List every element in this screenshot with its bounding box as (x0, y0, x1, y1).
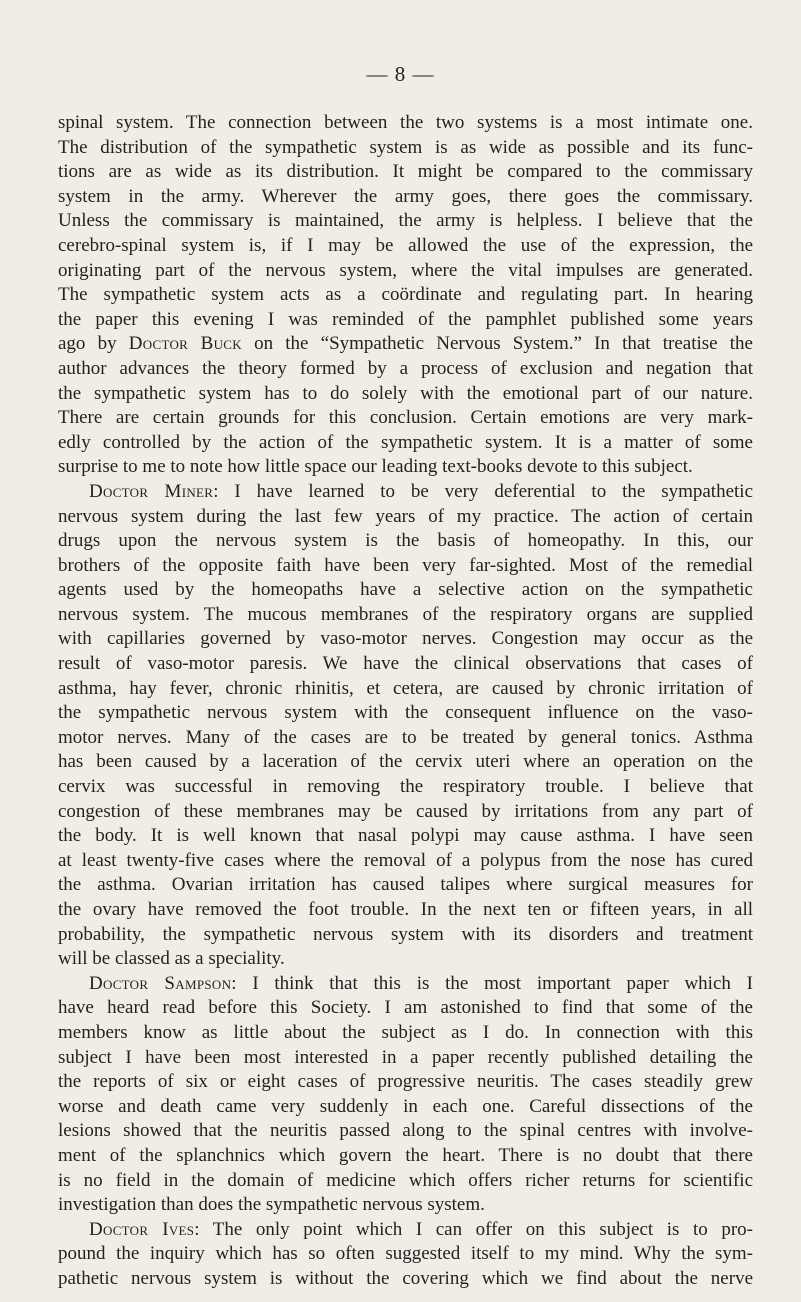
line-text: asthma, hay fever, chronic rhinitis, et cetera, are caused by chronic irritation of (58, 677, 753, 699)
text-line (58, 652, 753, 677)
text-line (58, 431, 753, 456)
line-text: The distribution of the sympathetic system is as wide as possible and its func- (58, 136, 753, 158)
text-line (58, 898, 753, 923)
text-line (58, 603, 753, 628)
line-text: system in the army. Wherever the army goes, there goes the commissary. (58, 185, 753, 207)
text-line (58, 1095, 753, 1120)
line-text: : I think that this is the most important paper which I (231, 972, 753, 994)
line-text: subject I have been most interested in a paper recently published detailing the (58, 1046, 753, 1068)
line-text: : I have learned to be very deferential to the sympathetic (213, 480, 753, 502)
text-line (58, 1242, 753, 1267)
line-text: lesions showed that the neuritis passed along to the spinal centres with involve- (58, 1120, 753, 1142)
text-line (58, 209, 753, 234)
line-text: result of vaso-motor paresis. We have the clinical observations that cases of (58, 653, 753, 675)
text-line (58, 185, 753, 210)
speaker-name: Doctor Miner (89, 480, 214, 502)
line-text: will be classed as a speciality. (58, 948, 285, 970)
line-text: the ovary have removed the foot trouble. In the next ten or fifteen years, in all (58, 899, 753, 920)
text-line (58, 726, 753, 751)
text-line (58, 1267, 753, 1292)
text-line (58, 677, 753, 702)
line-text: : The only point which I can offer on this subject is to pro- (194, 1218, 753, 1240)
text-line (58, 1169, 753, 1194)
text-line (58, 554, 753, 579)
text-line (58, 1218, 753, 1243)
line-text: spinal system. The connection between the two systems is a most intimate one. (58, 112, 753, 133)
line-text: on the “Sympathetic Nervous System.” In that treatise the (241, 333, 753, 355)
text-line (58, 357, 753, 382)
line-text: The sympathetic system acts as a coördinate and regulating part. In hearing (58, 284, 753, 306)
text-line (58, 111, 753, 136)
line-text: investigation than does the sympathetic nervous system. (58, 1194, 485, 1216)
line-text: the sympathetic system has to do solely with the emotional part of our nature. (58, 382, 753, 404)
text-line (58, 1144, 753, 1169)
text-line (58, 406, 753, 431)
text-line (58, 800, 753, 825)
text-line (58, 332, 753, 357)
text-line (58, 480, 753, 505)
text-line (58, 849, 753, 874)
text-line (58, 923, 753, 948)
line-text: cervix was successful in removing the respiratory trouble. I believe that (58, 776, 753, 798)
text-line (58, 136, 753, 161)
line-text: worse and death came very suddenly in each one. Careful dissections of the (58, 1095, 753, 1117)
text-line (58, 1046, 753, 1071)
line-text: brothers of the opposite faith have been very far-sighted. Most of the remedial (58, 554, 753, 576)
text-line (58, 972, 753, 997)
line-text: members know as little about the subject as I do. In connection with this (58, 1021, 753, 1043)
text-line (58, 259, 753, 284)
line-text: pound the inquiry which has so often suggested itself to my mind. Why the sym- (58, 1243, 753, 1265)
line-text: has been caused by a laceration of the cervix uteri where an operation on the (58, 751, 753, 773)
text-line (58, 947, 753, 972)
line-text: have heard read before this Society. I am astonished to find that some of the (58, 997, 753, 1019)
line-text: at least twenty-five cases where the removal of a polypus from the nose has cured (58, 849, 753, 871)
line-text: surprise to me to note how little space our leading text-books devote to this subject. (58, 456, 693, 478)
text-line (58, 627, 753, 652)
text-line (58, 308, 753, 333)
text-line (58, 455, 753, 480)
line-text: congestion of these membranes may be caused by irritations from any part of (58, 800, 753, 822)
text-line (58, 1070, 753, 1095)
text-line (58, 160, 753, 185)
line-text: the reports of six or eight cases of progressive neuritis. The cases steadily grew (58, 1071, 753, 1093)
line-lead-text: ago by (58, 333, 129, 355)
line-text: the sympathetic nervous system with the consequent influence on the vaso- (58, 702, 753, 724)
line-text: with capillaries governed by vaso-motor nerves. Congestion may occur as the (58, 628, 753, 650)
text-line (58, 578, 753, 603)
text-line (58, 750, 753, 775)
text-line (58, 234, 753, 259)
text-line (58, 996, 753, 1021)
page-number: — 8 — (366, 62, 435, 86)
line-text: ment of the splanchnics which govern the heart. There is no doubt that there (58, 1144, 753, 1166)
text-line (58, 775, 753, 800)
line-text: motor nerves. Many of the cases are to be treated by general tonics. Asthma (58, 726, 753, 748)
text-line (58, 824, 753, 849)
text-line (58, 1193, 753, 1218)
text-line (58, 1021, 753, 1046)
line-text: author advances the theory formed by a process of exclusion and negation that (58, 357, 753, 379)
text-line (58, 382, 753, 407)
speaker-name: Doctor Buck (128, 333, 242, 355)
line-text: cerebro-spinal system is, if I may be allowed the use of the expression, the (58, 234, 753, 256)
text-line (58, 283, 753, 308)
line-text: the paper this evening I was reminded of the pamphlet published some years (58, 308, 753, 330)
speaker-name: Doctor Ives (89, 1218, 195, 1240)
line-text: drugs upon the nervous system is the basis of homeopathy. In this, our (58, 530, 753, 552)
line-text: pathetic nervous system is without the covering which we find about the nerve (58, 1267, 753, 1289)
line-text: the body. It is well known that nasal polypi may cause asthma. I have seen (58, 825, 753, 847)
line-text: Unless the commissary is maintained, the army is helpless. I believe that the (58, 210, 753, 232)
line-text: There are certain grounds for this conclusion. Certain emotions are very mark- (58, 407, 753, 429)
line-text: edly controlled by the action of the sympathetic system. It is a matter of some (58, 431, 753, 453)
text-line (58, 1119, 753, 1144)
line-text: nervous system during the last few years of my practice. The action of certain (58, 505, 753, 527)
line-text: agents used by the homeopaths have a selective action on the sympathetic (58, 579, 753, 601)
line-text: nervous system. The mucous membranes of the respiratory organs are supplied (58, 603, 753, 625)
line-text: tions are as wide as its distribution. It might be compared to the commissary (58, 161, 753, 183)
text-line (58, 505, 753, 530)
line-text: probability, the sympathetic nervous system with its disorders and treatment (58, 923, 753, 945)
line-text: originating part of the nervous system, where the vital impulses are generated. (58, 259, 753, 281)
line-text: the asthma. Ovarian irritation has caused talipes where surgical measures for (58, 874, 753, 896)
speaker-name: Doctor Sampson (89, 972, 232, 994)
text-line (58, 873, 753, 898)
text-line (58, 529, 753, 554)
line-text: is no field in the domain of medicine which offers richer returns for scientific (58, 1169, 753, 1191)
text-line (58, 701, 753, 726)
page-body-text (58, 111, 753, 1292)
